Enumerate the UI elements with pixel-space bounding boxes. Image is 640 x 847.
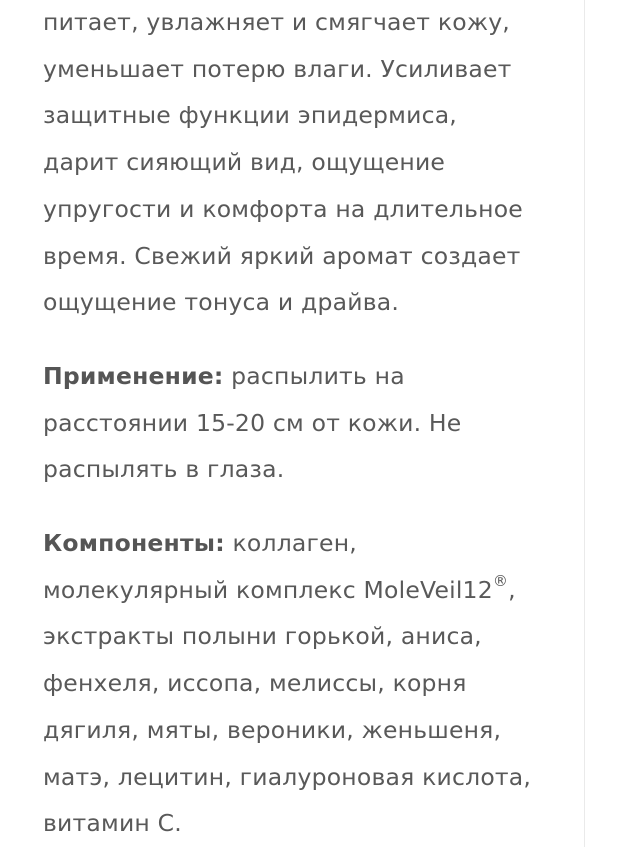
text-line: витамин С. xyxy=(43,809,182,838)
components-text: коллаген, xyxy=(224,529,357,558)
components-label: Компоненты: xyxy=(43,529,225,558)
registered-mark: ® xyxy=(492,571,509,590)
usage-text: распылить на xyxy=(223,361,405,390)
text-line: распылять в глаза. xyxy=(43,455,285,484)
text-line: защитные функции эпидермиса, xyxy=(43,101,457,130)
text-line: фенхеля, иссопа, мелиссы, корня xyxy=(43,669,467,698)
components-text: , xyxy=(508,575,516,604)
text-line: уменьшает потерю влаги. Усиливает xyxy=(43,54,512,83)
page-edge-divider xyxy=(584,0,585,847)
text-line: расстоянии 15-20 см от кожи. Не xyxy=(43,408,462,437)
text-line: время. Свежий яркий аромат создает xyxy=(43,241,521,270)
text-line: экстракты полыни горькой, аниса, xyxy=(43,622,482,651)
text-line xyxy=(43,567,563,614)
text-line: упругости и комфорта на длительное xyxy=(43,194,523,223)
usage-paragraph xyxy=(43,353,563,493)
product-description xyxy=(43,0,563,847)
text-line: матэ, лецитин, гиалуроновая кислота, xyxy=(43,762,532,791)
components-paragraph xyxy=(43,520,563,847)
text-line: дягиля, мяты, вероники, женьшеня, xyxy=(43,715,502,744)
text-line xyxy=(43,520,563,567)
components-text: молекулярный комплекс MoleVeil12 xyxy=(43,575,493,604)
usage-label: Применение: xyxy=(43,361,224,390)
description-paragraph xyxy=(43,0,563,326)
text-line: ощущение тонуса и драйва. xyxy=(43,288,400,317)
text-line: дарит сияющий вид, ощущение xyxy=(43,148,446,177)
text-line xyxy=(43,353,563,400)
text-line: питает, увлажняет и смягчает кожу, xyxy=(43,8,510,36)
